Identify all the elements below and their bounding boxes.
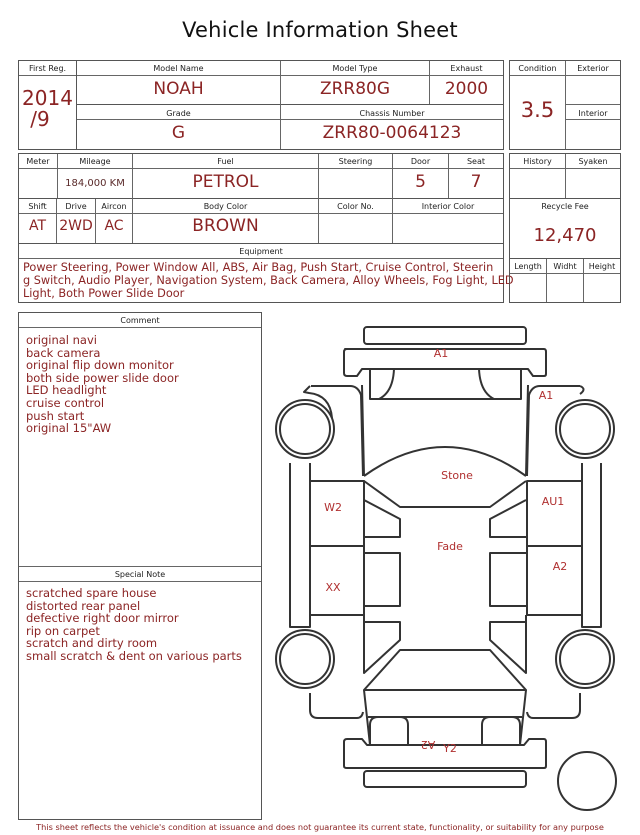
width-label: Widht	[553, 262, 577, 271]
first-reg-year: 2014	[22, 86, 73, 110]
model-type-value: ZRR80G	[319, 79, 391, 99]
special-note-item: scratch and dirty room	[26, 636, 158, 651]
rear-left-wheel	[276, 630, 334, 688]
drive-label: Drive	[65, 202, 87, 211]
page-title: Vehicle Information Sheet	[182, 18, 458, 42]
rear-left-wheel-inner	[280, 634, 330, 684]
headlight-left	[379, 369, 394, 399]
condition-label: Condition	[518, 64, 557, 73]
comment-item: LED headlight	[26, 383, 107, 398]
exterior-label: Exterior	[577, 64, 609, 73]
damage-hood: Stone	[441, 469, 473, 482]
right-quarter-window	[490, 615, 526, 673]
interior-color-label: Interior Color	[421, 202, 475, 211]
body-color-label: Body Color	[203, 202, 248, 211]
length-label: Length	[514, 262, 542, 271]
front-left-fender	[311, 386, 363, 476]
damage-rear-bumper-2: Y2	[443, 742, 457, 755]
chassis-value: ZRR80-0064123	[322, 123, 462, 143]
interior-label: Interior	[578, 109, 608, 118]
special-note-label: Special Note	[114, 570, 166, 579]
aircon-value: AC	[104, 218, 124, 234]
comment-item: back camera	[26, 345, 101, 360]
recycle-fee-label: Recycle Fee	[541, 202, 589, 211]
damage-front-right-fender: A1	[538, 389, 554, 402]
rear-right-wheel-inner	[560, 634, 610, 684]
history-label: History	[523, 157, 552, 166]
comment-label: Comment	[120, 316, 160, 325]
seat-label: Seat	[466, 157, 486, 166]
height-label: Height	[588, 262, 616, 271]
comment-item: cruise control	[26, 395, 105, 410]
syaken-label: Syaken	[578, 157, 608, 166]
comment-item: push start	[26, 408, 85, 423]
left-side-sill	[290, 463, 310, 627]
special-note-item: rip on carpet	[26, 623, 100, 638]
seat-value: 7	[470, 172, 482, 192]
mileage-value: 184,000 KM	[65, 178, 125, 189]
right-rear-door	[527, 546, 582, 615]
body-color-value: BROWN	[192, 216, 259, 236]
equipment-line: g Switch, Audio Player, Navigation System, Back Camera, Alloy Wheels, Fog Light, LED	[23, 274, 514, 287]
comment-item: original flip down monitor	[26, 358, 174, 373]
front-left-wheel	[276, 400, 334, 458]
shift-label: Shift	[28, 202, 47, 211]
model-name-value: NOAH	[153, 79, 204, 99]
first-reg-month: /9	[30, 107, 50, 131]
model-name-label: Model Name	[153, 64, 204, 73]
special-note-item: scratched spare house	[26, 586, 157, 600]
steering-label: Steering	[338, 157, 373, 166]
front-right-fender	[527, 386, 580, 476]
comment-item: original navi	[26, 333, 97, 347]
rear-right-wheel	[556, 630, 614, 688]
tail-light-left	[370, 717, 408, 745]
left-rear-window	[364, 553, 400, 606]
exhaust-value: 2000	[444, 79, 489, 99]
headlight-right	[479, 369, 494, 399]
front-right-fender-top	[580, 386, 584, 394]
shift-value: AT	[28, 218, 47, 234]
right-front-window	[490, 500, 526, 537]
grade-label: Grade	[166, 109, 191, 118]
comment-item: original 15"AW	[26, 421, 112, 436]
special-note-item: distorted rear panel	[26, 598, 141, 613]
special-note-item: defective right door mirror	[26, 611, 179, 626]
fuel-value: PETROL	[192, 172, 259, 192]
equipment-label: Equipment	[239, 247, 283, 256]
drive-value: 2WD	[59, 218, 93, 234]
aircon-label: Aircon	[101, 202, 127, 211]
front-right-wheel	[556, 400, 614, 458]
front-left-wheel-inner	[280, 404, 330, 454]
disclaimer-footer: This sheet reflects the vehicle's condition at issuance and does not guarantee its current state, functionality, or suitability for any purpose	[36, 822, 604, 832]
special-note-item: small scratch & dent on various parts	[26, 648, 242, 663]
damage-left-rear-door: XX	[325, 581, 341, 594]
door-label: Door	[410, 157, 431, 166]
front-right-wheel-inner	[560, 404, 610, 454]
right-rear-window	[490, 553, 526, 606]
recycle-fee-value: 12,470	[533, 225, 597, 246]
door-value: 5	[415, 172, 426, 192]
meter-label: Meter	[26, 157, 50, 166]
grade-value: G	[171, 123, 186, 143]
damage-left-front-door: W2	[324, 501, 342, 514]
exhaust-label: Exhaust	[450, 64, 483, 73]
left-front-window	[364, 500, 400, 537]
rear-bar	[364, 771, 526, 787]
front-panel	[370, 369, 521, 399]
damage-right-rear-door: A2	[552, 560, 568, 573]
damage-roof: Fade	[437, 540, 463, 553]
mileage-label: Mileage	[79, 157, 111, 166]
damage-right-front-door: AU1	[541, 495, 565, 508]
rear-glass	[364, 650, 526, 690]
right-front-door	[527, 481, 582, 546]
fuel-label: Fuel	[217, 157, 234, 166]
condition-value: 3.5	[520, 98, 555, 122]
color-no-label: Color No.	[337, 202, 374, 211]
comment-item: both side power slide door	[26, 370, 179, 385]
windshield-bottom	[364, 481, 526, 507]
damage-front-bumper: A1	[433, 347, 449, 360]
model-type-label: Model Type	[332, 64, 378, 73]
equipment-line: Power Steering, Power Window All, ABS, Air Bag, Push Start, Cruise Control, Steerin	[23, 261, 494, 274]
chassis-label: Chassis Number	[359, 109, 425, 118]
front-grille-bar	[364, 327, 526, 344]
rear-right-fender	[527, 693, 580, 718]
equipment-line: Light, Both Power Slide Door	[23, 287, 185, 300]
damage-rear-bumper-1: A2	[420, 738, 436, 751]
spare-tire	[558, 752, 616, 810]
left-quarter-window	[364, 615, 400, 673]
first-reg-label: First Reg.	[28, 64, 67, 73]
rear-left-fender	[310, 693, 363, 718]
tail-light-right	[482, 717, 520, 745]
right-side-sill	[582, 463, 601, 627]
